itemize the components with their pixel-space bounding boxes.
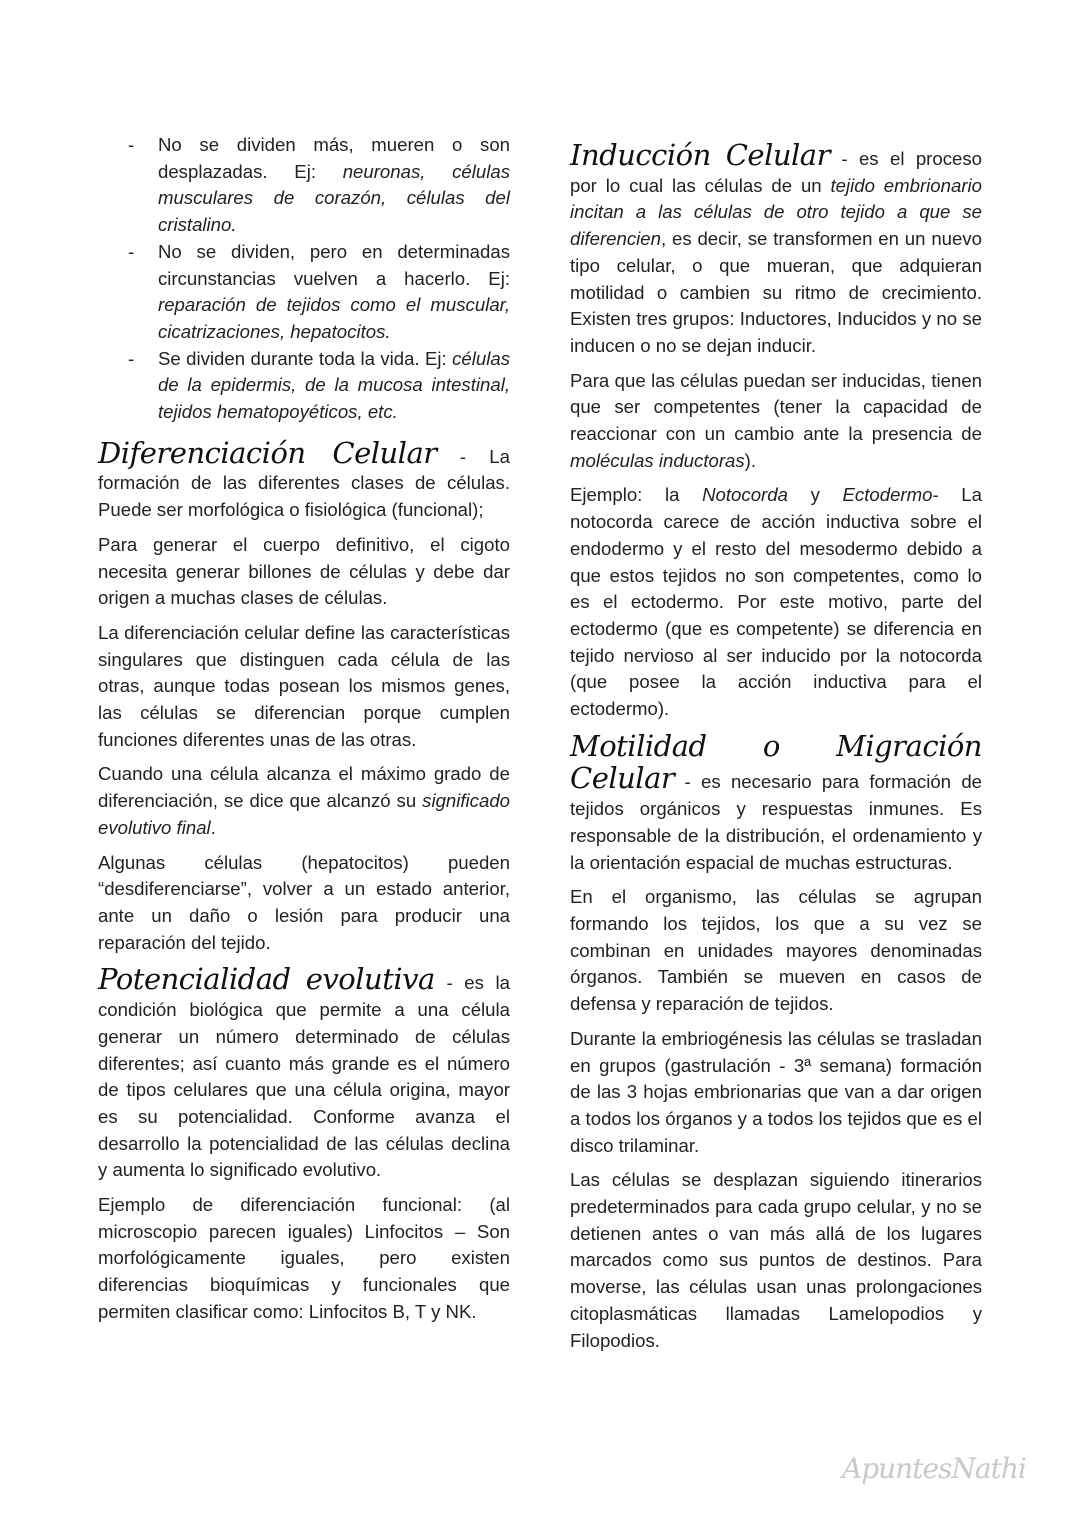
text-segment: Ejemplo: la <box>570 484 703 506</box>
watermark-logo: ApuntesNathi <box>842 1452 1026 1485</box>
bullet-list <box>98 132 510 426</box>
italic-text: moléculas inductoras <box>570 449 745 471</box>
text-segment: Cuando una célula alcanza el máximo grado de diferenciación, se dice que alcanzó su <box>98 763 510 812</box>
section-paragraph <box>570 140 982 360</box>
paragraph <box>98 850 510 957</box>
italic-text: neuronas, células musculares de corazón, células del cristalino. <box>158 160 510 236</box>
paragraph <box>570 368 982 475</box>
italic-text: Ectodermo <box>842 484 933 506</box>
dash-bullet: - <box>128 134 135 155</box>
text-segment: ). <box>744 449 757 471</box>
section-heading: Potencialidad evolutiva <box>98 962 435 997</box>
text-segment: - es necesario para formación de tejidos orgánicos y respuestas inmunes. Es responsable de la distribución, el ordenamiento y la orientación espacial de muchas estructuras. <box>570 771 982 873</box>
text-segment: y <box>787 484 843 506</box>
text-segment: - La formación de las diferentes clases de células. Puede ser morfológica o fisiológica (funcional); <box>98 445 510 521</box>
text-segment: - La notocorda carece de acción inductiva sobre el endodermo y el resto del mesodermo debido a que estos tejidos no son competentes, como lo es el ectodermo. Por este motivo, parte del ectodermo (que es competente) se diferencia en tejido nervioso al ser inducido por la notocorda (que posee la acción inductiva para el ectodermo). <box>570 484 982 720</box>
paragraph <box>98 532 510 612</box>
left-column <box>98 132 510 1334</box>
text-segment: Para generar el cuerpo definitivo, el cigoto necesita generar billones de células y debe dar origen a muchas clases de células. <box>98 533 510 609</box>
text-segment: En el organismo, las células se agrupan formando los tejidos, los que a su vez se combinan en unidades mayores denominadas órganos. También se mueven en casos de defensa y reparación de tejidos. <box>570 886 982 1015</box>
text-segment: Las células se desplazan siguiendo itinerarios predeterminados para cada grupo celular, y no se detienen antes o van más allá de los lugares marcados como sus puntos de destinos. Para moverse, las células usan unas prolongaciones citoplasmáticas llamadas Lamelopodios y Filopodios. <box>570 1169 982 1351</box>
paragraph <box>98 1192 510 1326</box>
italic-text: reparación de tejidos como el muscular, cicatrizaciones, hepatocitos. <box>158 294 510 342</box>
paragraph <box>570 1026 982 1160</box>
dash-bullet: - <box>128 240 135 262</box>
dash-bullet: - <box>128 347 135 369</box>
italic-text: Notocorda <box>702 484 788 506</box>
text-segment: Ejemplo de diferenciación funcional: (al microscopio parecen iguales) Linfocitos – Son morfológicamente iguales, pero existen diferencias bioquímicas y funcionales que permiten clasificar como: Linfocitos B, T y NK. <box>98 1194 510 1322</box>
section-heading: Motilidad o Migración Celular <box>570 728 982 796</box>
text-segment: - es la condición biológica que permite a una célula generar un número determinado de células diferentes; así cuanto más grande es el número de tipos celulares que una célula origina, mayor es su potencialidad. Conforme avanza el desarrollo la potencialidad de las células declina y aumenta lo significado evolutivo. <box>98 972 510 1181</box>
list-item <box>98 132 510 239</box>
list-item <box>98 346 510 426</box>
paragraph <box>98 761 510 841</box>
text-segment: Para que las células puedan ser inducidas, tienen que ser competentes (tener la capacidad de reaccionar con un cambio ante la presencia de <box>570 369 982 445</box>
paragraph <box>570 1167 982 1354</box>
text-segment: No se dividen, pero en determinadas circunstancias vuelven a hacerlo. Ej: <box>158 240 510 289</box>
text-segment: - es el proceso por lo cual las células de un <box>570 148 982 196</box>
italic-text: significado evolutivo final <box>98 790 510 838</box>
text-segment: Algunas células (hepatocitos) pueden “desdiferenciarse”, volver a un estado anterior, ante un daño o lesión para producir una reparación del tejido. <box>98 851 510 953</box>
text-segment: , es decir, se transformen en un nuevo tipo celular, o que mueran, que adquieran motilidad o cambien su ritmo de crecimiento. Existen tres grupos: Inductores, Inducidos y no se inducen o no se dejan inducir. <box>570 228 982 356</box>
italic-text: tejido embrionario incitan a las células de otro tejido a que se diferencien <box>570 174 982 250</box>
paragraph <box>570 884 982 1018</box>
section-heading: Inducción Celular <box>570 138 830 172</box>
text-segment: No se dividen más, mueren o son desplazadas. Ej: <box>158 134 510 182</box>
text-segment: La diferenciación celular define las características singulares que distinguen cada célula de las otras, aunque todas posean los mismos genes, las células se diferencian porque cumplen funciones diferentes unas de las otras. <box>98 621 510 750</box>
text-segment: Se dividen durante toda la vida. Ej: <box>158 347 453 369</box>
section-heading: Diferenciación Celular <box>98 435 437 470</box>
paragraph <box>98 620 510 754</box>
list-item <box>98 239 510 346</box>
paragraph <box>570 482 982 722</box>
text-segment: . <box>210 816 216 838</box>
section-paragraph <box>98 435 510 524</box>
text-segment: Durante la embriogénesis las células se trasladan en grupos (gastrulación - 3ª semana) formación de las 3 hojas embrionarias que van a dar origen a todos los órganos y a todos los tejidos que es el disco trilaminar. <box>570 1027 982 1156</box>
italic-text: células de la epidermis, de la mucosa intestinal, tejidos hematopoyéticos, etc. <box>158 347 510 423</box>
section-paragraph <box>570 728 982 877</box>
section-paragraph <box>98 964 510 1184</box>
right-column <box>570 138 982 1362</box>
